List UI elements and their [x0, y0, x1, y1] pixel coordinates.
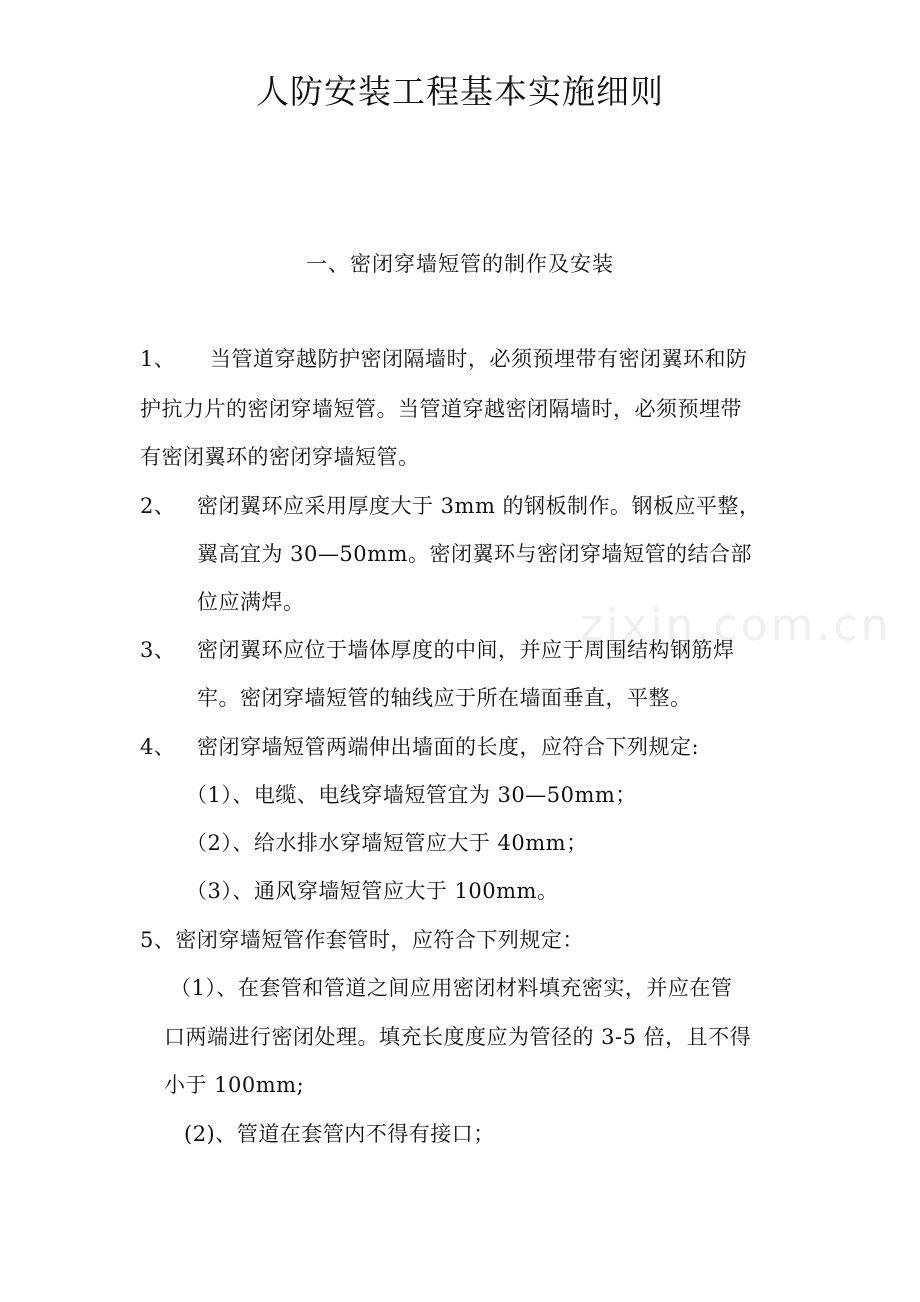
sub-item-line: (2)、管道在套管内不得有接口； [184, 1122, 495, 1146]
item-number: 2、 [140, 494, 176, 518]
paragraph-line: 有密闭翼环的密闭穿墙短管。 [140, 445, 420, 469]
item-number: 3、 [140, 638, 176, 662]
sub-item-line: （1）、在套管和管道之间应用密闭材料填充密实，并应在管 [170, 976, 733, 1000]
paragraph-line: 5、密闭穿墙短管作套管时，应符合下列规定： [140, 928, 584, 952]
paragraph-line: 口两端进行密闭处理。填充长度度应为管径的 3-5 倍，且不得 [164, 1025, 752, 1049]
paragraph-line: 密闭翼环应位于墙体厚度的中间，并应于周围结构钢筋焊 [197, 638, 735, 662]
paragraph-line: 牢。密闭穿墙短管的轴线应于所在墙面垂直，平整。 [197, 686, 692, 710]
paragraph-line: 密闭翼环应采用厚度大于 3mm 的钢板制作。钢板应平整， [197, 494, 761, 518]
item-number: 1、 [140, 347, 176, 371]
item-number: 4、 [140, 735, 176, 759]
section-heading: 一、密闭穿墙短管的制作及安装 [306, 252, 614, 276]
sub-item-line: （1）、电缆、电线穿墙短管宜为 30—50mm； [186, 783, 637, 807]
watermark: zixin.com.cn [580, 600, 892, 651]
document-title: 人防安装工程基本实施细则 [256, 72, 664, 111]
paragraph-line: 护抗力片的密闭穿墙短管。当管道穿越密闭隔墙时，必须预埋带 [140, 397, 742, 421]
paragraph-line: 翼高宜为 30—50mm。密闭翼环与密闭穿墙短管的结合部 [197, 542, 752, 566]
paragraph-line: 当管道穿越防护密闭隔墙时，必须预埋带有密闭翼环和防 [210, 347, 748, 371]
paragraph-line: 密闭穿墙短管两端伸出墙面的长度，应符合下列规定: [197, 735, 700, 759]
paragraph-line: 小于 100mm; [164, 1073, 305, 1097]
sub-item-line: （3）、通风穿墙短管应大于 100mm。 [186, 879, 559, 903]
sub-item-line: （2）、给水排水穿墙短管应大于 40mm； [186, 831, 588, 855]
paragraph-line: 位应满焊。 [197, 590, 305, 614]
